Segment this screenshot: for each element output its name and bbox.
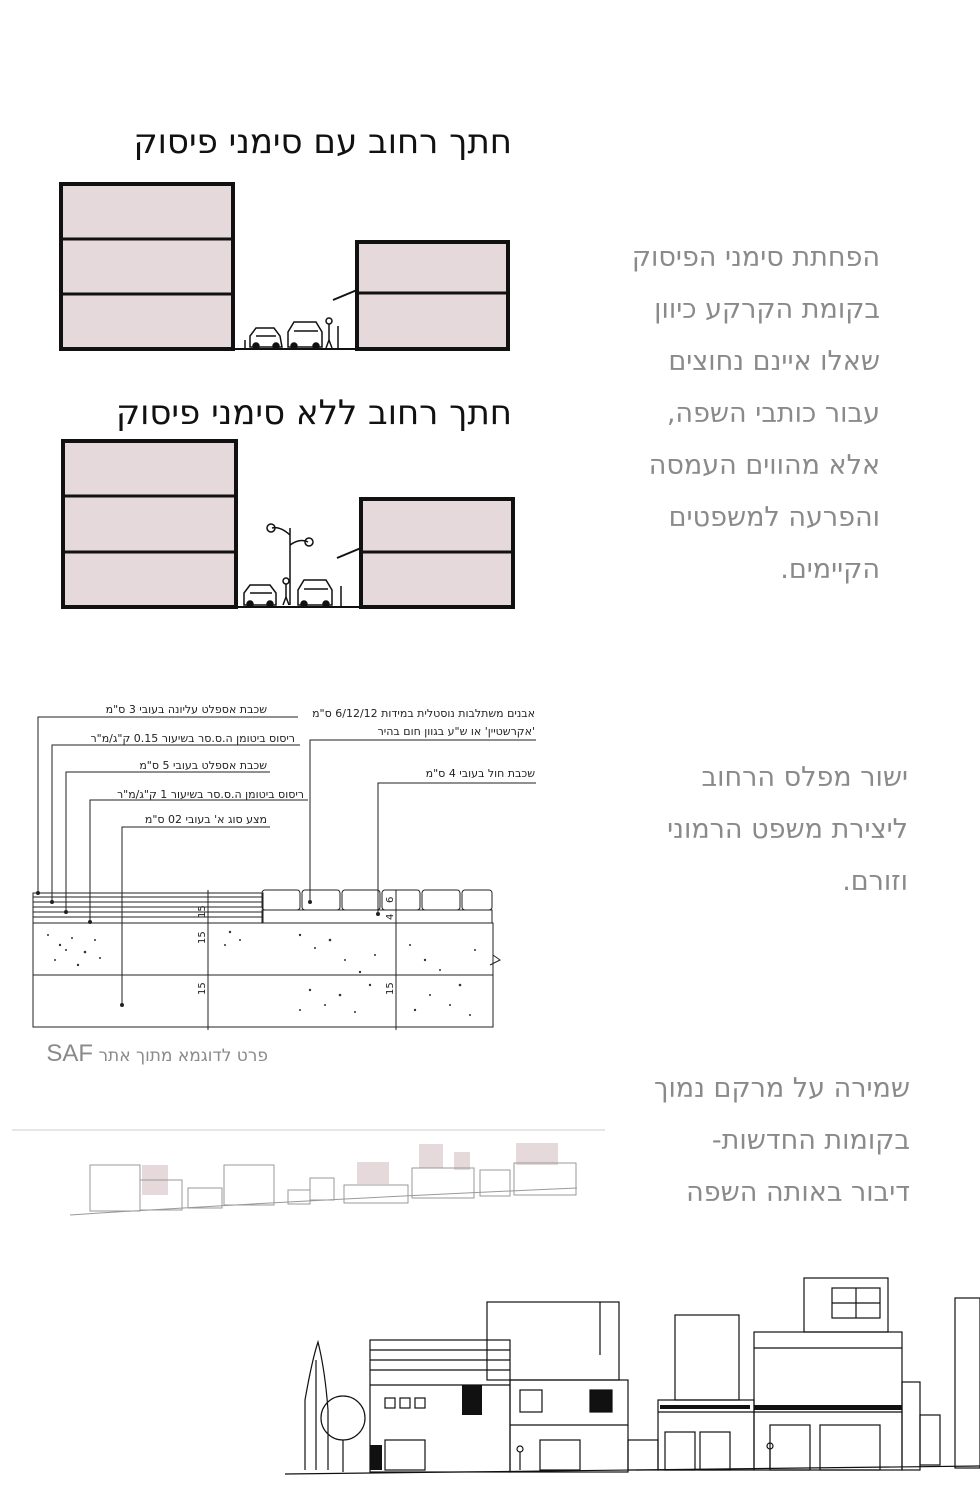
dim-label: 15 <box>197 931 208 944</box>
label-asphalt-top: שכבת אספלט עליונה בעובי 3 ס"מ <box>105 703 267 716</box>
label-bitumen-1: ריסוס ביטומן ה.ס.סר בשיעור 1 ק"ג/מ"ר <box>116 788 304 801</box>
label-asphalt-5: שכבת אספלט בעובי 5 ס"מ <box>139 759 267 772</box>
credit-line: פרט לדוגמא מתוך אתר SAF <box>46 1040 268 1067</box>
label-stones-2: 'אקרשטיין' או ש"ע בגוון חום בהיר <box>377 725 535 738</box>
label-bitumen-015: ריסוס ביטומן ה.ס.סר בשיעור 0.15 ק"ג/מ"ר <box>90 732 295 745</box>
dim-label: 4 <box>385 913 396 920</box>
title-with-punctuation: חתך רחוב עם סימני פיסוק <box>133 122 512 162</box>
note-street-level: ישור מפלס הרחוב ליצירת משפט הרמוני וזורם. <box>667 762 908 897</box>
title-without-punctuation: חתך רחוב ללא סימני פיסוק <box>115 393 512 433</box>
note-low-fabric: שמירה על מרקם נמוך בקומות החדשות- דיבור באותה השפה <box>653 1073 910 1208</box>
note-punctuation-reduction: הפחתת סימני הפיסוק בקומת הקרקע כיוון שאלו איינם נחוצים עבור כותבי השפה, אלא מהווים העמסה והפרעה למשפטים הקיימים. <box>631 242 880 585</box>
dim-label: 15 <box>385 982 396 995</box>
dim-label: 15 <box>197 982 208 995</box>
label-base-a: מצע סוג א' בעובי 02 ס"מ <box>144 813 267 826</box>
label-stones-1: אבנים משתלבות נוסטלית במידות 6/12/12 ס"מ <box>312 707 535 720</box>
label-sand: שכבת חול בעובי 4 ס"מ <box>425 767 535 780</box>
dim-label: 6 <box>385 896 396 903</box>
dim-label: 15 <box>197 905 208 918</box>
credit-brand: SAF <box>46 1040 94 1067</box>
